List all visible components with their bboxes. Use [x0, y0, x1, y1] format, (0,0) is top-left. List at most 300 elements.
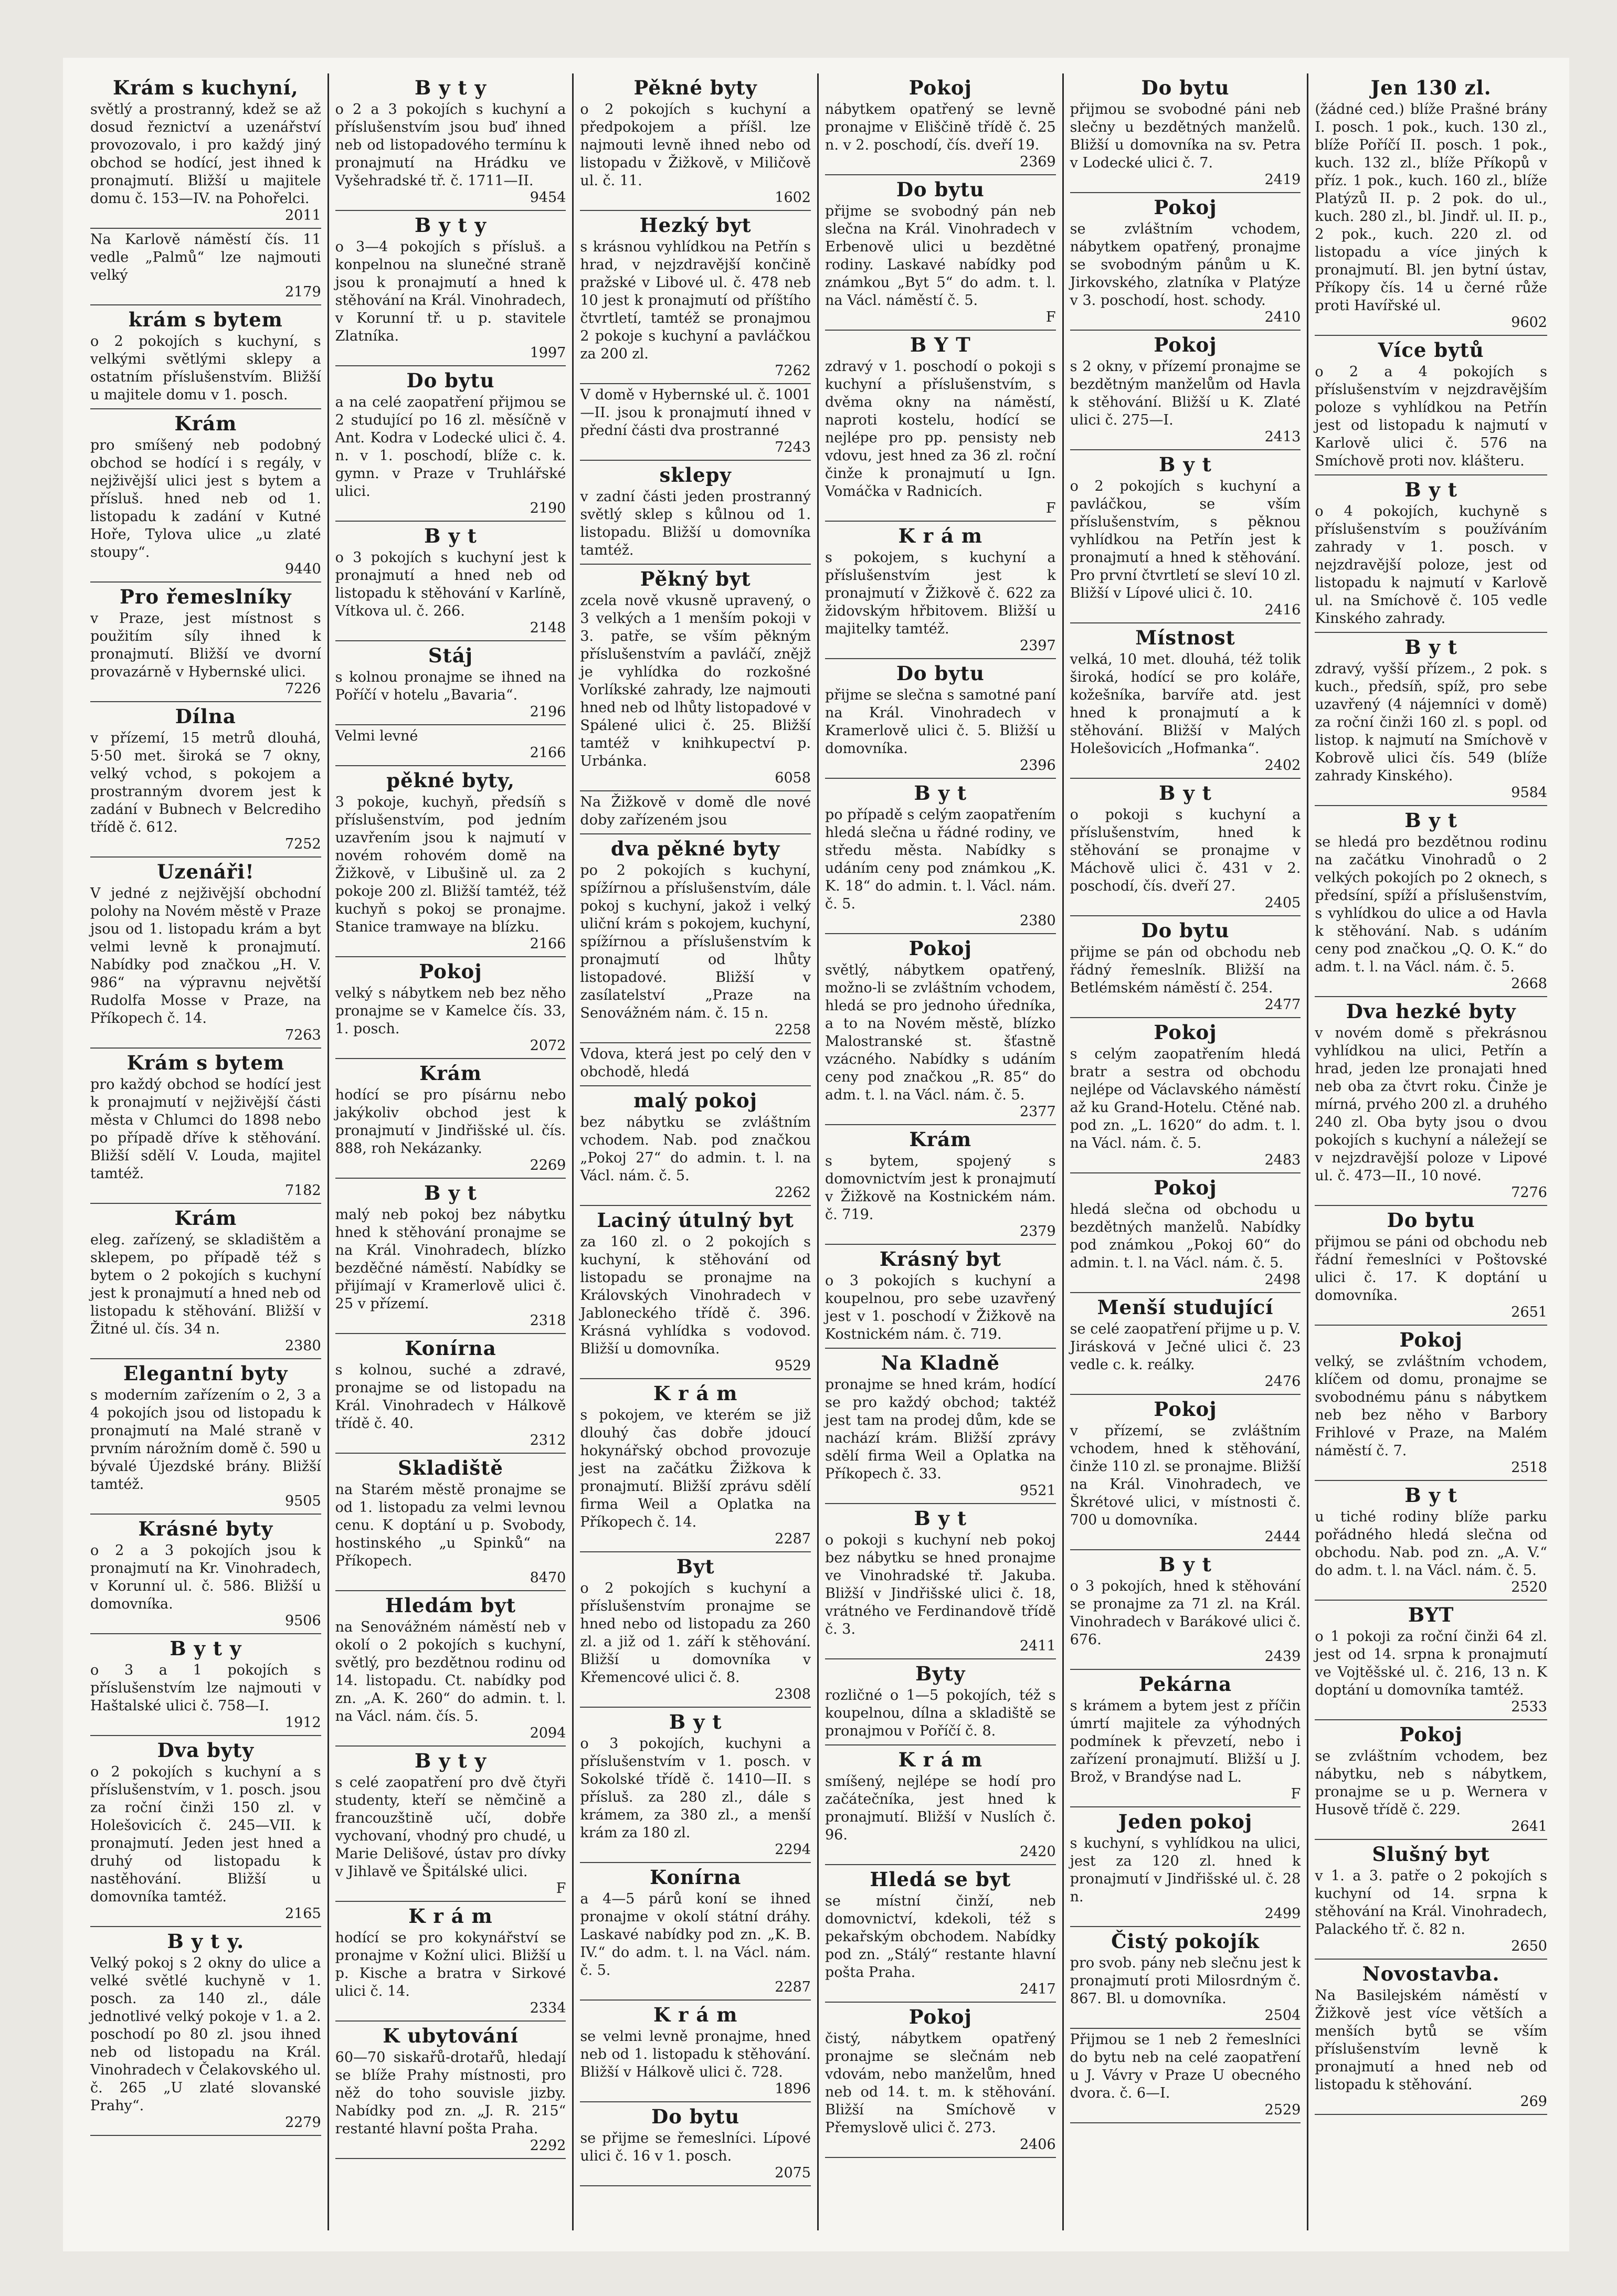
ad-reference-number: 2166	[530, 936, 566, 952]
ad-heading: B y t	[914, 781, 967, 805]
ad-text: po případě s celým zaopatřením hledá slečna u řádné rodiny, ve středu města. Nabídky s udáním ceny pod známkou „K. K. 18“ do admin. t. l. Václ. nám. č. 5.	[825, 807, 1056, 912]
ad-heading: Krám	[419, 1062, 482, 1085]
ad-reference-number: 2668	[1511, 976, 1547, 992]
ad-reference-number: 2196	[530, 704, 566, 720]
ad-text: V domě v Hybernské ul. č. 1001—II. jsou k pronajmutí ihned v přední části dva prostranné	[580, 387, 811, 439]
ad-reference-number: 2262	[775, 1184, 811, 1201]
ad-text: o 2 pokojích s kuchyní a předpokojem a příšl. lze najmouti levně ihned nebo od listopadu v Žižkově, v Miličově ul. č. 11.	[580, 101, 811, 189]
ad-text: se celé zaopatření přijme u p. V. Jirásková v Ječné ulici č. 23 vedle c. k. reálky.	[1070, 1321, 1301, 1373]
ad-heading: K r á m	[408, 1904, 493, 1928]
ad-text: 3 pokoje, kuchyň, předsíň s příslušenstvím, pod jedním uzavřením jsou k najmutí v novém rohovém domě na Žižkově, v Libušině ul. za 2 pokoje 200 zl. Bližší tamtéž, též kuchyň s pokoj se pronajme. Stanice tramwaye na blízku.	[335, 794, 566, 935]
ad-heading: B y t y	[414, 214, 487, 237]
ad-reference-number: 2279	[284, 2114, 321, 2131]
ad-reference-number: 2380	[1019, 913, 1056, 929]
ad-text: o 3 pokojích, kuchyni a příslušenstvím v 1. posch. v Sokolské třídě č. 1410—II. s přísluš. za 280 zl., dále s krámem, za 380 zl., a menší krám za 180 zl.	[580, 1736, 811, 1841]
column-4	[819, 73, 1064, 2230]
classified-ad	[825, 779, 1056, 934]
ad-heading: dva pěkné byty	[610, 837, 780, 860]
ad-text: s kolnou, suché a zdravé, pronajme se od listopadu na Král. Vinohradech v Hálkově třídě č. 40.	[335, 1362, 566, 1432]
ad-heading: Pokoj	[1154, 1398, 1217, 1421]
ad-reference-number: 2318	[530, 1313, 566, 1329]
ad-text: přijme se slečna s samotné paní na Král. Vinohradech v Kramerlově ulici č. 5. Bližší u domovníka.	[825, 687, 1056, 757]
classified-ad	[825, 73, 1056, 175]
classified-ad	[90, 702, 321, 858]
ad-reference-number: 2518	[1511, 1459, 1547, 1476]
classified-ad	[335, 641, 566, 725]
classified-ad	[90, 1204, 321, 1359]
ad-heading: K r á m	[653, 2003, 738, 2026]
ad-text: o pokoji s kuchyní a příslušenstvím, hned k stěhování se pronajme v Máchově ulici č. 431 v 2. poschodí, čís. dveří 27.	[1070, 807, 1301, 894]
ad-heading: K r á m	[898, 524, 983, 547]
ad-heading: Do bytu	[1387, 1209, 1475, 1232]
classified-ad	[1070, 2029, 1301, 2123]
ad-heading: Čistý pokojík	[1111, 1930, 1260, 1953]
ad-reference-number: 2269	[530, 1157, 566, 1173]
ad-heading: B y t y.	[167, 1930, 245, 1953]
ad-heading: Pěkný byt	[640, 567, 751, 590]
ad-reference-number: 2396	[1019, 757, 1056, 774]
ad-heading: Novostavba.	[1362, 1962, 1500, 1985]
ad-reference-number: 9602	[1511, 314, 1547, 331]
ad-text: hodící se pro kokynářství se pronajme v Kožní ulici. Bližší u p. Kische a bratra v Sirkové ulici č. 14.	[335, 1930, 566, 1999]
ad-reference-number: 2397	[1019, 638, 1056, 654]
ad-text: s moderním zařízením o 2, 3 a 4 pokojích jsou od listopadu k pronajmutí na Malé straně v prvním nárožním domě č. 590 u bývalé Újezdské brány. Bližší tamtéž.	[90, 1387, 321, 1493]
ad-text: v přízemí, se zvláštním vchodem, hned k stěhování, činže 110 zl. se pronajme. Bližší na Král. Vinohradech, ve Škrétové ulici, v místnosti č. 700 u domovníka.	[1070, 1423, 1301, 1528]
classified-ad	[335, 366, 566, 522]
ad-reference-number: 2075	[775, 2165, 811, 2181]
ad-text: o 1 pokoji za roční činži 64 zl. jest od 14. srpna k pronajmutí ve Vojtěšské ul. č. 216, 13 n. K doptání u domovníka tamtéž.	[1315, 1628, 1547, 1698]
ad-text: a na celé zaopatření přijmou se 2 studující po 16 zl. měsíčně v Ant. Kodra v Lodecké ulici č. 4. n. v 1. poschodí, blíže c. k. gymn. v Praze v Truhlářské ulici.	[335, 394, 566, 500]
ad-reference-number: 2179	[284, 284, 321, 300]
ad-text: se přijme se řemeslníci. Lípové ulici č. 16 v 1. posch.	[580, 2130, 811, 2164]
ad-text: a 4—5 párů koní se ihned pronajme v okolí státní dráhy. Laskavé nabídky pod zn. „K. B. IV.“ do adm. t. l. na Václ. nám. č. 5.	[580, 1891, 811, 1978]
classified-ad	[825, 934, 1056, 1125]
ad-heading: Pokoj	[1154, 1176, 1217, 1199]
ad-heading: B y t	[1404, 809, 1457, 832]
classified-ad	[1070, 331, 1301, 450]
ad-reference-number: 2419	[1264, 172, 1301, 188]
classified-ad	[335, 1334, 566, 1454]
classified-ad	[580, 1552, 811, 1708]
ad-text: velký s nábytkem neb bez něho pronajme se v Kamelce čís. 33, 1. posch.	[335, 985, 566, 1037]
ad-heading: B y t	[1159, 781, 1212, 805]
ad-heading: Skladiště	[398, 1456, 503, 1479]
classified-ad	[580, 211, 811, 384]
ad-heading: Do bytu	[406, 369, 495, 392]
ad-heading: Do bytu	[1141, 76, 1230, 99]
ad-reference-number: 2504	[1264, 2007, 1301, 2024]
ad-reference-number: 6058	[775, 770, 811, 786]
ad-reference-number: 2650	[1511, 1938, 1547, 1954]
classified-ad	[825, 659, 1056, 779]
ad-heading: Elegantní byty	[123, 1362, 288, 1385]
ad-text: malý neb pokoj bez nábytku hned k stěhování pronajme se na Král. Vinohradech, blízko bezděčné náměstí. Nabídky se přijímají v Kramerlově ulici č. 25 v přízemí.	[335, 1207, 566, 1312]
classified-ad	[1070, 1550, 1301, 1670]
ad-text: za 160 zl. o 2 pokojích s kuchyní, k stěhování od listopadu se pronajme na Královských Vinohradech v Jabloneckého třídě č. 396. Krásná vyhlídka s vodovod. Bližší u domovníka.	[580, 1234, 811, 1357]
ad-reference-number: 2334	[530, 2000, 566, 2016]
classified-ad	[580, 1206, 811, 1379]
ad-heading: Krám s kuchyní,	[112, 76, 299, 99]
ad-reference-number: 2165	[284, 1906, 321, 1922]
ad-reference-number: 9521	[1019, 1483, 1056, 1499]
ad-text: Velký pokoj s 2 okny do ulice a velké světlé kuchyně v 1. posch. za 140 zl., dále jednotlivé velký pokoje v 1. a 2. poschodí po 80 zl. jsou ihned neb od listopadu na Král. Vinohradech v Čelakovského ul. č. 265 „U zlaté slovanské Prahy“.	[90, 1955, 321, 2114]
classified-ad	[90, 305, 321, 409]
ad-text: nábytkem opatřený se levně pronajme v Eliščině třídě č. 25 n. v 2. poschodí, čís. dveří 19.	[825, 101, 1056, 153]
ad-reference-number: 2439	[1264, 1648, 1301, 1665]
classified-ad	[825, 1349, 1056, 1504]
ad-reference-number: 2651	[1511, 1304, 1547, 1320]
classified-ad	[90, 583, 321, 702]
classified-ad	[90, 858, 321, 1049]
classified-ad	[1070, 623, 1301, 779]
ad-reference-number: 2498	[1264, 1272, 1301, 1288]
ad-text: Přijmou se 1 neb 2 řemeslníci do bytu neb na celé zaopatření u J. Vávry v Praze U obecného dvora. č. 6—I.	[1070, 2032, 1301, 2101]
ad-reference-number: 2477	[1264, 997, 1301, 1013]
ad-reference-number: 9529	[775, 1358, 811, 1374]
ad-text: 60—70 siskařů-drotařů, hledají se blíže Prahy místnosti, pro něž do toho souvisle jizby. Nabídky pod zn. „J. R. 215“ restanté hlavní pošta Praha.	[335, 2049, 566, 2137]
classified-ad	[90, 1927, 321, 2136]
ad-text: pro smíšený neb podobný obchod se hodící i s regály, v nejživější ulici jest s bytem a přísluš. hned neb od 1. listopadu k zadání v Kutné Hoře, Tylova ulice „u zlaté stoupy“.	[90, 437, 321, 560]
classified-ad	[335, 1059, 566, 1179]
ad-heading: krám s bytem	[128, 308, 283, 331]
ad-reference-number: 2533	[1511, 1699, 1547, 1715]
ad-text: o 3—4 pokojích s přísluš. a konpelnou na slunečné straně jsou k pronajmutí a hned k stěhování na Král. Vinohradech, v Korunní tř. u p. stavitele Zlatníka.	[335, 239, 566, 344]
ad-reference-number: 2444	[1264, 1529, 1301, 1545]
ad-reference-number: 2529	[1264, 2102, 1301, 2118]
ad-text: o 4 pokojích, kuchyně s příslušenstvím s používáním zahrady v 1. posch. v nejzdravější poloze, jest od listopadu k najmutí v Karlově ul. na Smíchově č. 105 vedle Kinského zahrady.	[1315, 503, 1547, 627]
ad-heading: pěkné byty,	[386, 769, 515, 792]
classified-ad	[1315, 1840, 1547, 1960]
ad-reference-number: 9506	[284, 1613, 321, 1629]
classified-ad	[1315, 806, 1547, 997]
ad-heading: Dva hezké byty	[1346, 1000, 1516, 1023]
ad-reference-number: 2417	[1019, 1981, 1056, 1997]
classified-ad	[335, 211, 566, 366]
ad-heading: B y t	[424, 524, 477, 547]
newspaper-page	[63, 58, 1569, 2251]
ad-text: po 2 pokojích s kuchyní, spížírnou a příslušenstvím, dále pokoj s kuchyní, jakož i velký uliční krám s pokojem, kuchyní, spížírnou a příslušenstvím k pronajmutí od lhůty listopadové. Bližší v zasílatelství „Praze na Senovážném nám. č. 15 n.	[580, 862, 811, 1021]
ad-heading: B y t	[1404, 636, 1457, 659]
ad-text: v 1. a 3. patře o 2 pokojích s kuchyní od 14. srpna k stěhování na Král. Vinohradech, Palackého tř. č. 82 n.	[1315, 1868, 1547, 1938]
ad-reference-number: 2258	[775, 1022, 811, 1038]
classified-ad	[580, 384, 811, 461]
classified-ad	[1070, 1018, 1301, 1173]
ad-heading: Do bytu	[896, 662, 985, 685]
ad-heading: Do bytu	[896, 178, 985, 201]
ad-heading: Krám s bytem	[126, 1051, 285, 1074]
ad-text: se hledá pro bezdětnou rodinu na začátku Vinohradů o 2 velkých pokojích po 2 oknech, s předsíní, spíží a příslušenstvím, s vyhlídkou do ulice a od Havla k stěhování. Nab. s udáním ceny pod značkou „Q. O. K.“ do adm. t. l. na Václ. nám. č. 5.	[1315, 834, 1547, 975]
ad-heading: Hledá se byt	[870, 1868, 1011, 1891]
ad-heading: Krám	[909, 1128, 972, 1151]
classified-ad	[580, 1863, 811, 2001]
ad-heading: Na Kladně	[881, 1351, 1000, 1374]
ad-text: na Starém městě pronajme se od 1. listopadu za velmi levnou cenu. K doptání u p. Svobody, hostinského „u Spinků“ na Příkopech.	[335, 1482, 566, 1569]
classified-ad	[825, 522, 1056, 659]
ad-heading: sklepy	[659, 463, 732, 486]
ad-reference-number: 2308	[775, 1686, 811, 1702]
ad-reference-number: 9584	[1511, 785, 1547, 801]
classified-ad	[825, 1245, 1056, 1349]
ad-reference-number: 2011	[284, 207, 321, 224]
ad-text: s krásnou vyhlídkou na Petřín s hrad, v nejzdravější končině pražské v Libové ul. č. 478 neb 10 jest k pronajmutí od příštího čtvrtletí, tamtéž se pronajmou 2 pokoje s kuchyní a pavláčkou za 200 zl.	[580, 239, 811, 362]
ad-heading: Pro řemeslníky	[120, 585, 292, 608]
ad-reference-number: 2369	[1019, 154, 1056, 170]
ad-heading: Do bytu	[651, 2105, 740, 2128]
ad-heading: Pokoj	[908, 76, 972, 99]
ad-reference-number: 2410	[1264, 309, 1301, 325]
ad-reference-number: 2520	[1511, 1579, 1547, 1595]
ad-reference-number: 9505	[284, 1493, 321, 1509]
ad-text: o 3 pokojích s kuchyní jest k pronajmutí a hned neb od listopadu k stěhování v Karlíně, Vítkova ul. č. 266.	[335, 549, 566, 619]
ad-reference-number: 2402	[1264, 757, 1301, 774]
classified-ad	[580, 73, 811, 211]
classified-ad	[825, 1125, 1056, 1245]
classified-ad	[1070, 1670, 1301, 1807]
classified-ad	[335, 1747, 566, 1902]
ad-reference-number: 2148	[530, 620, 566, 636]
ad-text: zdravý, vyšší přízem., 2 pok. s kuch., předsíň, spíž, pro sebe uzavřený (4 nájemníci v domě) za roční činži 160 zl. s popl. od listop. k najmutí na Smíchově v Kobrově ulici čís. 549 (blíže zahrady Kinského).	[1315, 661, 1547, 784]
classified-ad	[1315, 73, 1547, 336]
ad-reference-number: 1896	[775, 2081, 811, 2097]
ad-heading: malý pokoj	[633, 1089, 758, 1112]
ad-text: se místní činží, neb domovnictví, kdekoli, též s pekařským obchodem. Nabídky pod zn. „Stálý“ restante hlavní pošta Praha.	[825, 1893, 1056, 1981]
ad-text: s pokojem, s kuchyní a příslušenstvím jest k pronajmutí v Žižkově č. 622 za židovským hřbitovem. Bližší u majitelky tamtéž.	[825, 549, 1056, 637]
ad-heading: B y t	[669, 1710, 722, 1733]
classified-ad	[335, 1179, 566, 1334]
ad-text: o 2 pokojích s kuchyní a pavláčkou, se vším příslušenstvím, s pěknou vyhlídkou na Petřín jest k pronajmutí a hned k stěhování. Pro první čtvrtletí se sleví 10 zl. Bližší v Lípové ulici č. 10.	[1070, 478, 1301, 601]
ad-heading: Dva byty	[157, 1739, 255, 1762]
ad-heading: B y t	[424, 1181, 477, 1204]
ad-heading: Krám	[174, 412, 237, 435]
ad-reference-number: 2413	[1264, 429, 1301, 445]
ad-reference-number: 2483	[1264, 1152, 1301, 1168]
ad-heading: Konírna	[405, 1337, 496, 1360]
ad-text: o 3 pokojích, hned k stěhování se pronajme za 71 zl. na Král. Vinohradech v Barákové ulici č. 676.	[1070, 1578, 1301, 1648]
ad-reference-number: 2377	[1019, 1104, 1056, 1120]
classified-ad	[90, 1736, 321, 1927]
ad-reference-number: F	[556, 1880, 566, 1897]
ad-text: Velmi levné	[335, 728, 418, 744]
classified-ad	[335, 1591, 566, 1747]
ad-reference-number: 9440	[284, 561, 321, 577]
ad-reference-number: 1602	[775, 189, 811, 206]
ad-reference-number: 2379	[1019, 1223, 1056, 1240]
ad-heading: Do bytu	[1141, 919, 1230, 942]
ad-text: s pokojem, ve kterém se již dlouhý čas dobře jdoucí hokynářský obchod provozuje jest na začátku Žižkova k pronajmutí. Bližší zprávu sdělí firma Weil a Oplatka na Příkopech č. 14.	[580, 1407, 811, 1530]
ad-text: Na Karlově náměstí čís. 11 vedle „Palmů“ lze najmouti velký	[90, 231, 321, 283]
ad-heading: B Y T	[910, 333, 971, 356]
ad-reference-number: 2072	[530, 1038, 566, 1054]
ad-heading: Pokoj	[1154, 1021, 1217, 1044]
ad-heading: Krám	[174, 1207, 237, 1230]
ad-text: V jedné z nejživější obchodní polohy na Novém městě v Praze jsou od 1. listopadu krám a byt velmi levně k pronajmutí. Nabídky pod značkou „H. V. 986“ na výpravnu největší Rudolfa Mosse v Praze, na Příkopech č. 14.	[90, 885, 321, 1027]
ad-reference-number: 2380	[284, 1338, 321, 1354]
classified-ad	[335, 1454, 566, 1591]
ad-text: s krámem a bytem jest z příčin úmrtí majitele za výhodných podmínek k převzetí, nebo i zařízení pronajmutí. Bližší u J. Brož, v Brandýse nad L.	[1070, 1698, 1301, 1785]
ad-text: s 2 okny, v přízemí pronajme se bezdětným manželům od Havla k stěhování. Bližší u K. Zlaté ulici č. 275—I.	[1070, 358, 1301, 428]
ad-text: v novém domě s překrásnou vyhlídkou na ulici, Petřín a hrad, jeden lze pronajati hned neb oba za čtvrt roku. Činže je mírná, prvého 200 zl. a druhého 240 zl. Oba byty jsou o dvou pokojích s kuchyní a náležejí se v nejzdravější poloze v Lipové ul. č. 473—II., 10 nové.	[1315, 1025, 1547, 1184]
ad-text: v zadní části jeden prostranný světlý sklep s kůlnou od 1. listopadu. Bližší u domovníka tamtéž.	[580, 489, 811, 558]
ad-text: bez nábytku se zvláštním vchodem. Nab. pod značkou „Pokoj 27“ do admin. t. l. na Václ. nám. č. 5.	[580, 1114, 811, 1184]
classified-ad	[1070, 1807, 1301, 1927]
ad-text: o 2 a 3 pokojích jsou k pronajmutí na Kr. Vinohradech, v Korunní ul. č. 586. Bližší u domovníka.	[90, 1542, 321, 1612]
ad-text: zdravý v 1. poschodí o pokoji s kuchyní a příslušenstvím, s dvěma okny na náměstí, naproti kostelu, hodící se nejlépe pro pp. pensisty neb vdovu, jest hned za 36 zl. roční činže k pronajmutí u Ign. Vomáčka v Radnicích.	[825, 358, 1056, 500]
ad-text: o 2 a 4 pokojích s příslušenstvím v nejzdravějším poloze s vyhlídkou na Petřín jest od listopadu k najmutí v Karlově ulici č. 576 na Smíchově proti nov. klášteru.	[1315, 364, 1547, 469]
ad-heading: Pokoj	[419, 960, 482, 983]
ad-reference-number: 7243	[775, 439, 811, 456]
ad-text: přijme se pán od obchodu neb řádný řemeslník. Bližší na Betlémském náměstí č. 254.	[1070, 944, 1301, 996]
classified-ad	[90, 1049, 321, 1204]
ad-heading: Pokoj	[1154, 196, 1217, 219]
ad-text: Na Basilejském náměstí v Žižkově jest více větších a menších bytů se vším příslušenstvím levně k pronajmutí a hned neb od listopadu k stěhování.	[1315, 1987, 1547, 2093]
ad-text: s celé zaopatření pro dvě čtyři studenty, kteří se němčině a francouzštině učí, dobře vychovaní, vhodný pro chudé, u Marie Delišové, ústav pro dívky v Jihlavě ve Špitálské ulici.	[335, 1774, 566, 1880]
ad-text: čistý, nábytkem opatřený pronajme se slečnám neb vdovám, nebo manželům, hned neb od 14. t. m. k stěhování. Bližší na Smíchově v Přemyslově ulici č. 273.	[825, 2030, 1056, 2136]
classified-ad	[825, 175, 1056, 331]
classified-ad	[1315, 1960, 1547, 2115]
ad-reference-number: 2190	[530, 500, 566, 516]
ad-heading: B y t	[1404, 478, 1457, 501]
classified-ad	[1315, 1481, 1547, 1601]
classified-columns	[84, 73, 1553, 2230]
column-5	[1064, 73, 1309, 2230]
ad-text: Vdova, která jest po celý den v obchodě, hledá	[580, 1046, 811, 1080]
classified-ad	[1070, 779, 1301, 916]
ad-text: přijmou se svobodné páni neb slečny u bezdětných manželů. Bližší u domovníka na sv. Petra v Lodecké ulici č. 7.	[1070, 101, 1301, 171]
ad-heading: Více bytů	[1378, 338, 1484, 362]
ad-heading: Místnost	[1135, 626, 1235, 649]
classified-ad	[1070, 73, 1301, 193]
classified-ad	[580, 2102, 811, 2186]
classified-ad	[1315, 1601, 1547, 1720]
ad-reference-number: 2294	[775, 1842, 811, 1858]
ad-text: o pokoji s kuchyní neb pokoj bez nábytku se hned pronajme ve Vinohradské tř. Jakuba. Bližší v Jindřišské ulici č. 18, vrátného ve Ferdinandově třídě č. 3.	[825, 1532, 1056, 1637]
classified-ad	[1315, 1326, 1547, 1481]
classified-ad	[825, 1504, 1056, 1659]
ad-heading: B y t y	[170, 1637, 242, 1660]
classified-ad	[825, 1745, 1056, 1865]
ad-reference-number: 2094	[530, 1725, 566, 1741]
ad-text: světlý a prostranný, kdež se až dosud řeznictví a uzenářství provozovalo, i pro každý jiný obchod se hodící, jest ihned k pronajmutí. Bližší u majitele domu č. 153—IV. na Pohořelci.	[90, 101, 321, 207]
classified-ad	[90, 1634, 321, 1736]
ad-heading: Slušný byt	[1372, 1843, 1490, 1866]
classified-ad	[335, 2022, 566, 2159]
ad-heading: B y t y	[414, 1749, 487, 1772]
ad-reference-number: 2405	[1264, 895, 1301, 911]
ad-text: velký, se zvláštním vchodem, klíčem od domu, pronajme se svobodnému pánu s nábytkem neb bez něho v Barbory Frihlové v Praze, na Malém náměstí č. 7.	[1315, 1353, 1547, 1459]
ad-reference-number: 7276	[1511, 1184, 1547, 1201]
ad-text: zcela nově vkusně upravený, o 3 velkých a 1 menším pokoji v 3. patře, se vším pěkným příslušenstvím a pavláčí, znějž je vyhlídka do rozkošné Vorlíkské zahrady, lze najmouti hned neb od lhůty listopadové v Spálené ulici č. 25. Bližší tamtéž v knihkupectví p. Urbánka.	[580, 592, 811, 769]
ad-heading: Pekárna	[1138, 1673, 1232, 1696]
classified-ad	[580, 1043, 811, 1086]
ad-heading: Byt	[676, 1555, 715, 1578]
classified-ad	[580, 1708, 811, 1863]
classified-ad	[90, 229, 321, 305]
ad-reference-number: 7226	[284, 681, 321, 697]
ad-heading: Pokoj	[908, 2005, 972, 2028]
classified-ad	[580, 565, 811, 791]
classified-ad	[335, 766, 566, 957]
ad-heading: Byty	[915, 1662, 966, 1685]
ad-text: se zvláštním vchodem, bez nábytku, neb s nábytkem, pronajme se u p. Wernera v Husově třídě č. 229.	[1315, 1748, 1547, 1818]
column-1	[84, 73, 329, 2230]
ad-reference-number: 2420	[1019, 1844, 1056, 1860]
ad-text: (žádné ced.) blíže Prašné brány I. posch. 1 pok., kuch. 130 zl., blíže Poříčí II. posch. 1 pok., kuch. 132 zl., blíže Příkopů v příz. 1 pok., kuch. 160 zl., blíže Platýzů II. p. 2 pok. do ul., kuch. 280 zl., bl. Jindř. ul. II. p., 2 pok., kuch. 220 zl. od listopadu a více jiných k pronajmutí. Bl. jen bytní ústav, Příkopy čís. 14 u černé růže proti Havířské ul.	[1315, 101, 1547, 314]
classified-ad	[580, 834, 811, 1043]
classified-ad	[335, 1902, 566, 2022]
ad-text: o 2 pokojích s kuchyní a s příslušenstvím, v 1. posch. jsou za roční činži 150 zl. v Holešovicích č. 245—VII. k pronajmutí. Jeden jest hned a druhý od listopadu k nastěhování. Bližší u domovníka tamtéž.	[90, 1764, 321, 1905]
ad-heading: Stáj	[428, 644, 473, 667]
ad-heading: Hezký byt	[639, 214, 752, 237]
ad-reference-number: 2287	[775, 1979, 811, 1995]
ad-text: pro každý obchod se hodící jest k pronajmutí v nejživější části města v Chlumci do 1898 nebo po případě dříve k stěhování. Bližší sdělí V. Louda, majitel tamtéž.	[90, 1076, 321, 1182]
ad-text: Na Žižkově v domě dle nové doby zařízeném jsou	[580, 794, 811, 828]
ad-text: se zvláštním vchodem, nábytkem opatřený, pronajme se svobodným pánům u K. Jirkovského, zlatníka v Platýze v 3. poschodí, host. schody.	[1070, 221, 1301, 309]
ad-text: v přízemí, 15 metrů dlouhá, 5·50 met. široká se 7 okny, velký vchod, s pokojem a prostranným dvorem jest k zadání v Bubnech v Belcrediho třídě č. 612.	[90, 730, 321, 835]
ad-text: přijme se svobodný pán neb slečna na Král. Vinohradech v Erbenově ulici u bezdětné rodiny. Laskavé nabídky pod známkou „Byt 5“ do adm. t. l. na Václ. náměstí č. 5.	[825, 203, 1056, 309]
classified-ad	[335, 957, 566, 1059]
classified-ad	[825, 1659, 1056, 1745]
ad-heading: B y t	[1404, 1484, 1457, 1507]
ad-heading: K r á m	[898, 1748, 983, 1771]
ad-heading: B y t	[1159, 453, 1212, 476]
ad-reference-number: 7182	[284, 1182, 321, 1199]
ad-reference-number: 7263	[284, 1027, 321, 1043]
classified-ad	[1070, 1927, 1301, 2029]
classified-ad	[90, 409, 321, 583]
classified-ad	[580, 1379, 811, 1552]
ad-text: o 2 a 3 pokojích s kuchyní a příslušenstvím jsou buď ihned neb od listopadového termínu k pronajmutí na Hrádku ve Vyšehradské tř. č. 1711—II.	[335, 101, 566, 189]
ad-reference-number: 1912	[284, 1715, 321, 1731]
ad-heading: Pokoj	[1399, 1723, 1463, 1746]
ad-text: přijmou se páni od obchodu neb řádní řemeslníci v Poštovské ulici č. 17. K doptání u domovníka.	[1315, 1234, 1547, 1304]
column-6	[1308, 73, 1553, 2230]
classified-ad	[335, 73, 566, 211]
ad-text: s celým zaopatřením hledá bratr a sestra od obchodu nejlépe od Václavského náměstí až ku Grand-Hotelu. Ctěné nab. pod zn. „L. 1620“ do adm. t. l. na Václ. nám. č. 5.	[1070, 1046, 1301, 1151]
ad-heading: Menší studující	[1097, 1296, 1274, 1319]
ad-reference-number: 7262	[775, 363, 811, 379]
ad-heading: Dílna	[175, 705, 236, 728]
classified-ad	[580, 461, 811, 565]
ad-text: se velmi levně pronajme, hned neb od 1. listopadu k stěhování. Bližší v Hálkově ulici č. 728.	[580, 2028, 811, 2080]
ad-text: hledá slečna od obchodu u bezdětných manželů. Nabídky pod známkou „Pokoj 60“ do admin. t. l. na Václ. nám. č. 5.	[1070, 1201, 1301, 1271]
classified-ad	[335, 522, 566, 641]
ad-reference-number: 2406	[1019, 2136, 1056, 2153]
ad-text: o 3 a 1 pokojích s příslušenstvím lze najmouti v Haštalské ulici č. 758—I.	[90, 1662, 321, 1714]
classified-ad	[580, 2001, 811, 2102]
ad-heading: Uzenáři!	[157, 860, 255, 883]
classified-ad	[1315, 475, 1547, 633]
ad-reference-number: 2411	[1019, 1638, 1056, 1654]
classified-ad	[90, 1359, 321, 1515]
ad-heading: K r á m	[653, 1382, 738, 1405]
ad-heading: BYT	[1408, 1603, 1454, 1626]
ad-reference-number: 8470	[530, 1570, 566, 1586]
ad-heading: Pokoj	[908, 937, 972, 960]
classified-ad	[1315, 1206, 1547, 1326]
ad-text: světlý, nábytkem opatřený, možno-li se zvláštním vchodem, hledá se pro jednoho úředníka, a to na Novém městě, blízko Malostranské st. šťastně vzácného. Nabídky s udáním ceny pod značkou „R. 85“ do adm. t. l. na Václ. nám. č. 5.	[825, 962, 1056, 1103]
classified-ad	[1070, 916, 1301, 1018]
classified-ad	[580, 1086, 811, 1206]
ad-heading: Pokoj	[1154, 333, 1217, 356]
ad-text: o 2 pokojích s kuchyní, s velkými světlými sklepy a ostatním příslušenstvím. Bližší u majitele domu v 1. posch.	[90, 333, 321, 403]
classified-ad	[825, 1865, 1056, 2003]
ad-text: smíšený, nejlépe se hodí pro začátečníka, jest hned k pronajmutí. Bližší v Nuslích č. 96.	[825, 1773, 1056, 1843]
ad-text: o 3 pokojích s kuchyní a koupelnou, pro sebe uzavřený jest v 1. poschodí v Žižkově na Kostnickém nám. č. 719.	[825, 1273, 1056, 1342]
ad-heading: K ubytování	[383, 2024, 519, 2047]
classified-ad	[1070, 1173, 1301, 1293]
classified-ad	[1315, 1720, 1547, 1840]
ad-text: s kuchyní, s vyhlídkou na ulici, jest za 120 zl. hned k pronajmutí v Jindřišské ul. č. 28 n.	[1070, 1835, 1301, 1905]
